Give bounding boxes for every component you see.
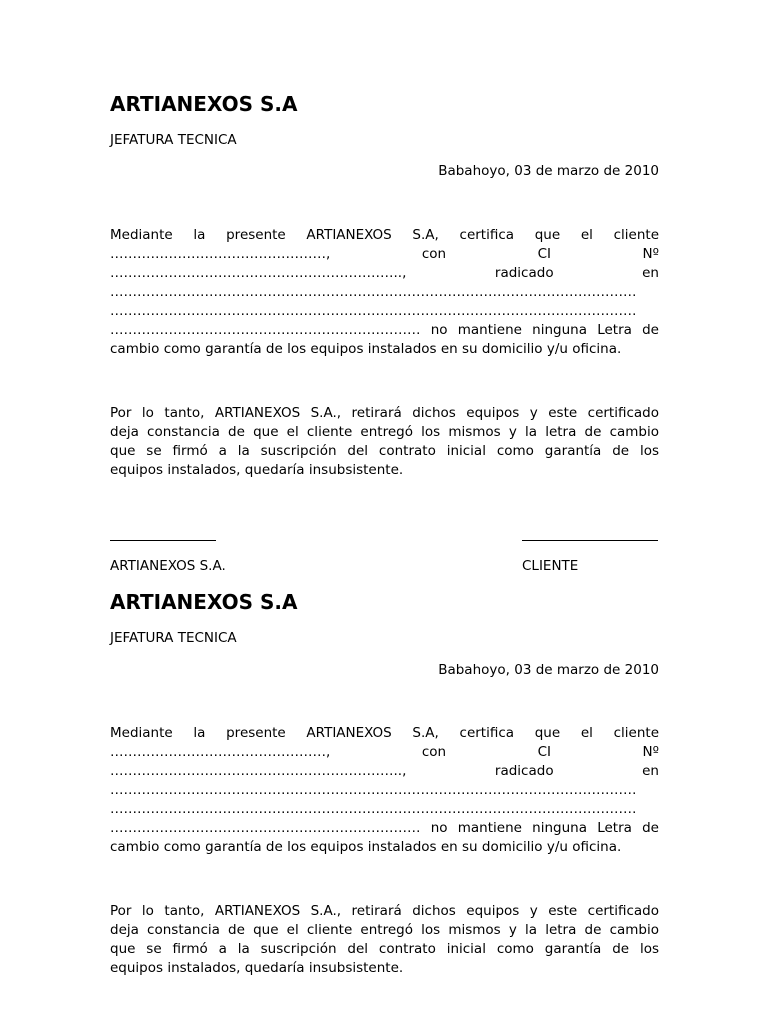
paragraph-line: que se firmó a la suscripción del contrato inicial como garantía de los — [110, 443, 659, 459]
paragraph-line: equipos instalados, quedaría insubsistente. — [110, 462, 404, 478]
certification-paragraph — [110, 724, 659, 857]
paragraph-line: Por lo tanto, ARTIANEXOS S.A., retirará dichos equipos y este certificado — [110, 405, 659, 421]
conclusion-paragraph — [110, 404, 659, 480]
paragraph-line: que se firmó a la suscripción del contrato inicial como garantía de los — [110, 941, 659, 957]
signature-line-client — [522, 540, 658, 541]
paragraph-line: ……………………………………………………………………………………………………… — [110, 801, 637, 817]
paragraph-line: deja constancia de que el cliente entregó los mismos y la letra de cambio — [110, 424, 659, 440]
company-title: ARTIANEXOS S.A — [110, 590, 298, 614]
conclusion-paragraph — [110, 902, 659, 978]
department-heading: JEFATURA TECNICA — [110, 132, 237, 148]
paragraph-line: ……………………………………………………………………………………………………… — [110, 303, 637, 319]
signature-line-company — [110, 540, 216, 541]
paragraph-line: …………………………………………, con CI Nº — [110, 744, 659, 760]
paragraph-line: …………………………………………………………… no mantiene ninguna Letra de — [110, 322, 659, 338]
date-line: Babahoyo, 03 de marzo de 2010 — [438, 163, 659, 179]
department-heading: JEFATURA TECNICA — [110, 630, 237, 646]
paragraph-line: ……………………………………………………………………………………………………… — [110, 782, 637, 798]
signature-label-company: ARTIANEXOS S.A. — [110, 558, 226, 574]
paragraph-line: Mediante la presente ARTIANEXOS S.A, certifica que el cliente — [110, 725, 659, 741]
paragraph-line: cambio como garantía de los equipos instalados en su domicilio y/u oficina. — [110, 839, 622, 855]
paragraph-line: Mediante la presente ARTIANEXOS S.A, certifica que el cliente — [110, 227, 659, 243]
paragraph-line: …………………………………………………………… no mantiene ninguna Letra de — [110, 820, 659, 836]
paragraph-line: ……………………………………………………….., radicado en — [110, 265, 659, 281]
signature-label-client: CLIENTE — [522, 558, 579, 574]
paragraph-line: deja constancia de que el cliente entregó los mismos y la letra de cambio — [110, 922, 659, 938]
paragraph-line: Por lo tanto, ARTIANEXOS S.A., retirará dichos equipos y este certificado — [110, 903, 659, 919]
date-line: Babahoyo, 03 de marzo de 2010 — [438, 662, 659, 678]
paragraph-line: cambio como garantía de los equipos instalados en su domicilio y/u oficina. — [110, 341, 622, 357]
paragraph-line: ……………………………………………………………………………………………………… — [110, 284, 637, 300]
certification-paragraph — [110, 226, 659, 359]
paragraph-line: …………………………………………, con CI Nº — [110, 246, 659, 262]
paragraph-line: ……………………………………………………….., radicado en — [110, 763, 659, 779]
paragraph-line: equipos instalados, quedaría insubsistente. — [110, 960, 404, 976]
company-title: ARTIANEXOS S.A — [110, 92, 298, 116]
